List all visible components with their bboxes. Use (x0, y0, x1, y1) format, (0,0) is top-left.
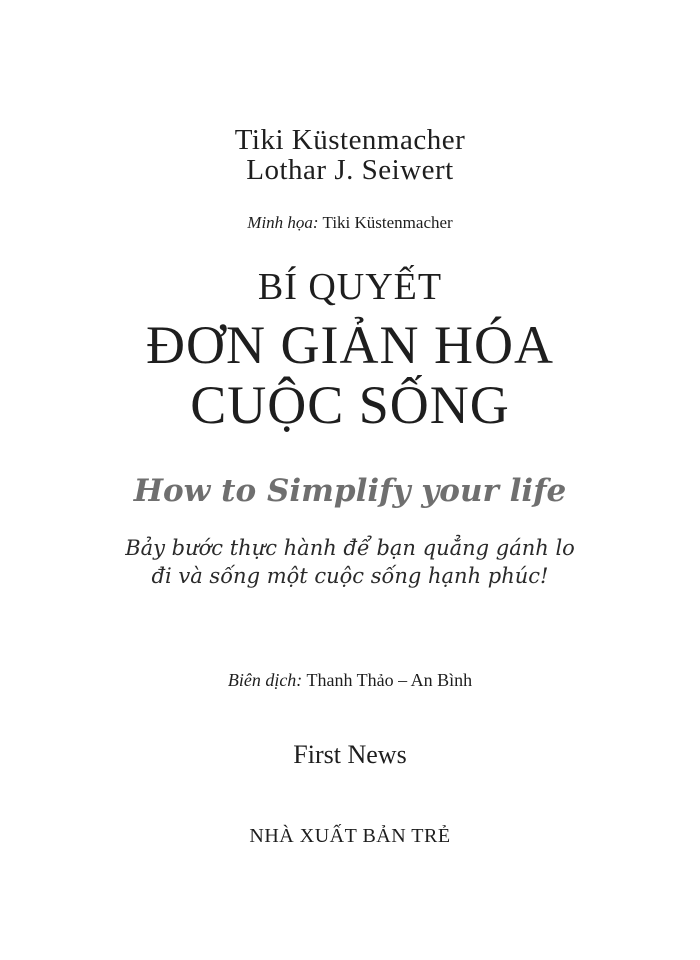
illustrator-name: Tiki Küstenmacher (322, 213, 453, 232)
title-line-2: ĐƠN GIẢN HÓA (146, 315, 554, 375)
translation-credit (0, 671, 700, 689)
translation-label: Biên dịch: (227, 670, 303, 690)
publisher: NHÀ XUẤT BẢN TRẺ (249, 825, 451, 847)
author-2: Lothar J. Seiwert (246, 154, 454, 186)
title-line-1: BÍ QUYẾT (257, 266, 443, 308)
publisher-partner: First News (293, 740, 407, 769)
author-1: Tiki Küstenmacher (234, 124, 466, 156)
subtitle-line-2: đi và sống một cuộc sống hạnh phúc! (151, 564, 549, 588)
title-line-3: CUỘC SỐNG (190, 375, 510, 435)
english-title: How to Simplify your life (133, 473, 567, 509)
illustration-credit (0, 214, 700, 231)
translator-names: Thanh Thảo – An Bình (306, 670, 473, 690)
subtitle-line-1: Bảy bước thực hành để bạn quẳng gánh lo (125, 536, 575, 560)
illustration-label: Minh họa: (247, 213, 319, 232)
